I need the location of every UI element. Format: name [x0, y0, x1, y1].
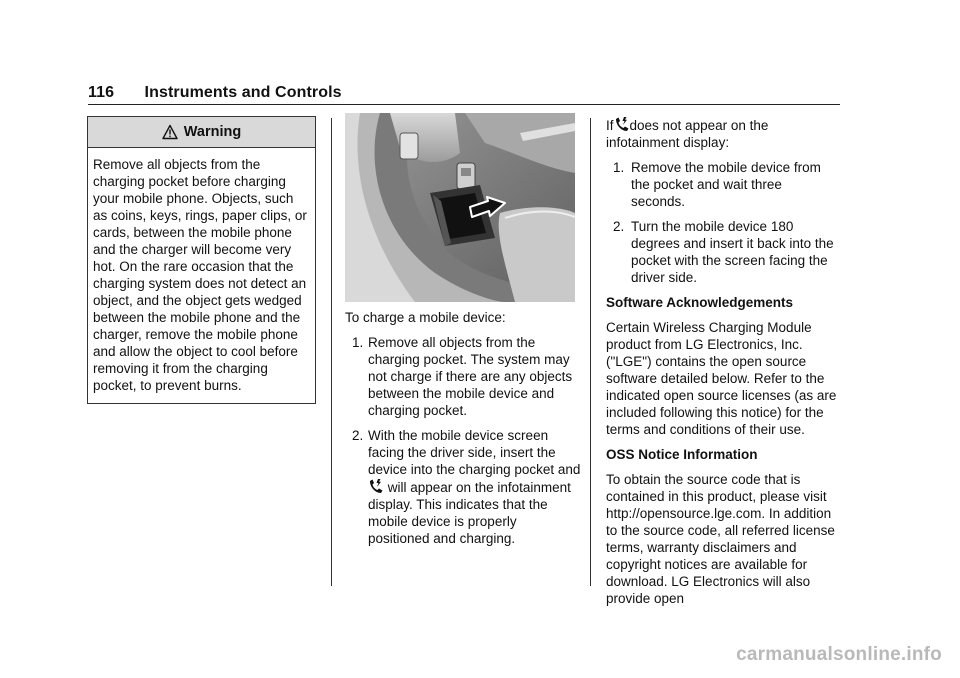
step-number: 2. — [352, 428, 364, 443]
section-title: Instruments and Controls — [144, 84, 342, 101]
watermark: carmanualsonline.info — [736, 644, 942, 665]
step-text: Remove the mobile device from the pocket and wait three seconds. — [631, 160, 821, 209]
intro-text-part1: If — [606, 118, 614, 133]
charge-intro: To charge a mobile device: — [345, 310, 506, 325]
intro-text-part2: does not appear on the infotainment display: — [606, 118, 769, 150]
page-number: 116 — [88, 84, 115, 101]
warning-triangle-icon — [162, 124, 178, 140]
software-body: Certain Wireless Charging Module product from LG Electronics, Inc. ("LGE") contains the open source software detailed below. Refer to the indicated open source licenses (as are included following this notice) for the terms and conditions of their use. — [606, 320, 837, 437]
software-heading: Software Acknowledgements — [606, 295, 794, 310]
middle-column — [345, 309, 581, 555]
column-divider-right — [590, 118, 591, 586]
list-item — [345, 334, 581, 419]
step-text-part2: will appear on the infotainment display. This indicates that the mobile device is properly positioned and charging. — [368, 480, 571, 546]
page-header — [88, 84, 342, 102]
warning-header — [88, 117, 315, 148]
retry-steps — [606, 159, 838, 286]
step-text: Turn the mobile device 180 degrees and insert it back into the pocket with the screen facing the driver side. — [631, 219, 834, 285]
phone-charging-icon — [368, 478, 384, 495]
charging-pocket-photo — [345, 113, 575, 302]
phone-charging-icon — [614, 116, 630, 133]
step-number: 1. — [352, 335, 364, 350]
not-appear-intro — [606, 116, 838, 151]
warning-title: Warning — [183, 124, 242, 140]
charge-steps — [345, 334, 581, 547]
oss-heading: OSS Notice Information — [606, 447, 758, 462]
warning-text: Remove all objects from the charging pocket before charging your mobile phone. Objects, such as coins, keys, rings, paper clips, or cards, between the mobile phone and the charger will become very hot. On the rare occasion that the charging system does not detect an object, and the object gets wedged between the mobile phone and the charger, remove the mobile phone and allow the object to cool before removing it from the charging pocket, to prevent burns. — [93, 157, 307, 393]
list-item — [606, 159, 838, 210]
warning-box — [87, 116, 316, 404]
list-item — [345, 427, 581, 547]
header-rule — [88, 104, 840, 105]
step-number: 2. — [613, 219, 625, 234]
step-number: 1. — [613, 160, 625, 175]
right-column — [606, 116, 838, 615]
list-item — [606, 218, 838, 286]
console-illustration — [345, 113, 575, 302]
step-text: Remove all objects from the charging pocket. The system may not charge if there are any objects between the mobile device and charging pocket. — [368, 335, 573, 418]
step-text-part1: With the mobile device screen facing the driver side, insert the device into the charging pocket and — [368, 428, 581, 477]
column-divider-left — [331, 118, 332, 586]
oss-body: To obtain the source code that is contained in this product, please visit http://opensource.lge.com. In addition to the source code, all referred license terms, warranty disclaimers and copyright notices are available for download. LG Electronics will also provide open — [606, 472, 835, 606]
